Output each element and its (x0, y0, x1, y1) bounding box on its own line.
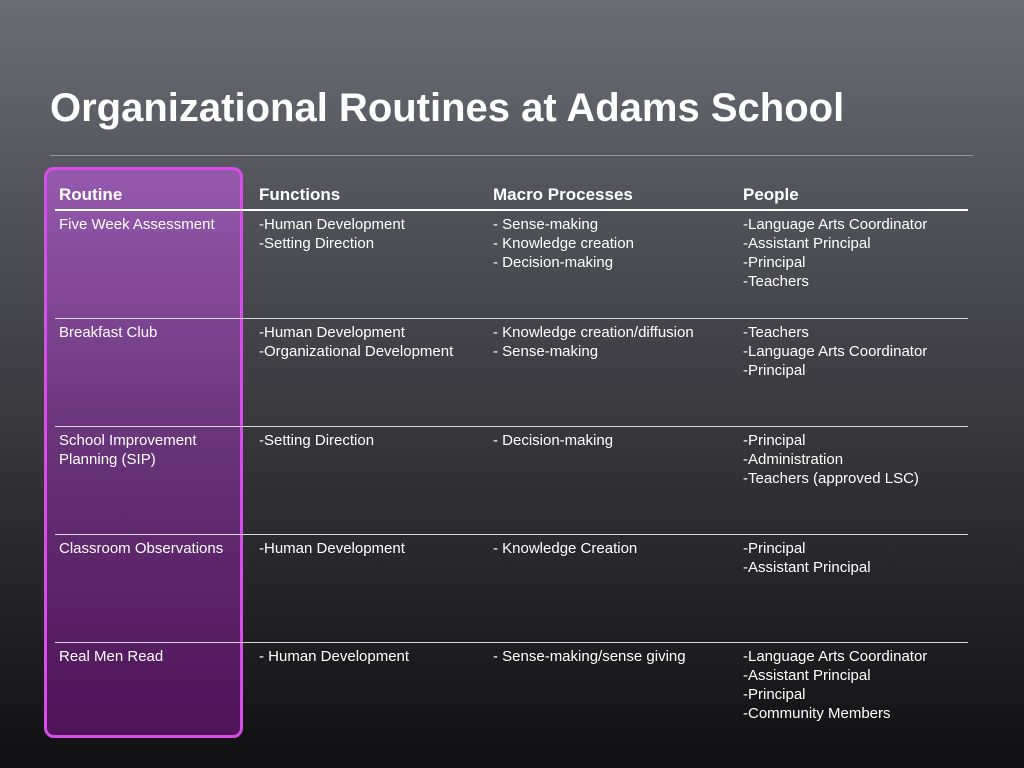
person-item: -Teachers (743, 324, 809, 341)
header-people: People (739, 180, 968, 210)
person-item: -Language Arts Coordinator (743, 216, 928, 233)
macro-process-item: - Decision-making (493, 432, 614, 449)
macro-processes-cell (489, 427, 739, 535)
person-item: -Principal (743, 362, 806, 379)
person-item: -Principal (743, 540, 806, 557)
table-row (55, 643, 968, 751)
macro-processes-cell (489, 643, 739, 751)
functions-cell (255, 210, 489, 319)
function-item: -Human Development (259, 324, 405, 341)
table-row (55, 319, 968, 427)
macro-process-item: - Knowledge Creation (493, 540, 638, 557)
table-header-row (55, 180, 968, 210)
person-item: -Principal (743, 686, 806, 703)
macro-process-item: - Knowledge creation/diffusion (493, 324, 694, 341)
routine-cell (55, 210, 255, 319)
function-item: -Setting Direction (259, 235, 375, 252)
function-item: -Human Development (259, 216, 405, 233)
people-cell (739, 643, 968, 751)
person-item: -Teachers (approved LSC) (743, 470, 919, 487)
routine-cell (55, 427, 255, 535)
people-cell (739, 427, 968, 535)
table-row (55, 427, 968, 535)
person-item: -Assistant Principal (743, 235, 871, 252)
functions-cell (255, 535, 489, 643)
macro-processes-cell (489, 210, 739, 319)
person-item: -Principal (743, 254, 806, 271)
routine-name: Real Men Read (59, 648, 164, 665)
function-item: -Human Development (259, 540, 405, 557)
person-item: -Community Members (743, 705, 891, 722)
macro-process-item: - Decision-making (493, 254, 614, 271)
functions-cell (255, 319, 489, 427)
header-routine: Routine (55, 180, 255, 210)
macro-process-item: - Sense-making (493, 343, 599, 360)
person-item: -Assistant Principal (743, 667, 871, 684)
routine-cell (55, 535, 255, 643)
functions-cell (255, 427, 489, 535)
header-functions: Functions (255, 180, 489, 210)
person-item: -Assistant Principal (743, 559, 871, 576)
person-item: -Principal (743, 432, 806, 449)
function-item: -Setting Direction (259, 432, 375, 449)
slide-title: Organizational Routines at Adams School (50, 86, 845, 130)
macro-process-item: - Sense-making (493, 216, 599, 233)
people-cell (739, 210, 968, 319)
macro-process-item: - Knowledge creation (493, 235, 634, 252)
macro-process-item: - Sense-making/sense giving (493, 648, 686, 665)
routine-cell (55, 319, 255, 427)
function-item: -Organizational Development (259, 343, 454, 360)
title-divider (50, 155, 973, 156)
people-cell (739, 319, 968, 427)
routine-name: School Improvement Planning (SIP) (59, 432, 197, 468)
person-item: -Language Arts Coordinator (743, 648, 928, 665)
table-row (55, 535, 968, 643)
routine-name: Breakfast Club (59, 324, 158, 341)
routine-name: Classroom Observations (59, 540, 224, 557)
routines-table (55, 180, 968, 750)
person-item: -Teachers (743, 273, 809, 290)
routine-cell (55, 643, 255, 751)
routine-name: Five Week Assessment (59, 216, 215, 233)
macro-processes-cell (489, 535, 739, 643)
macro-processes-cell (489, 319, 739, 427)
people-cell (739, 535, 968, 643)
header-macro-processes: Macro Processes (489, 180, 739, 210)
table-row (55, 210, 968, 319)
function-item: - Human Development (259, 648, 410, 665)
functions-cell (255, 643, 489, 751)
person-item: -Language Arts Coordinator (743, 343, 928, 360)
person-item: -Administration (743, 451, 844, 468)
